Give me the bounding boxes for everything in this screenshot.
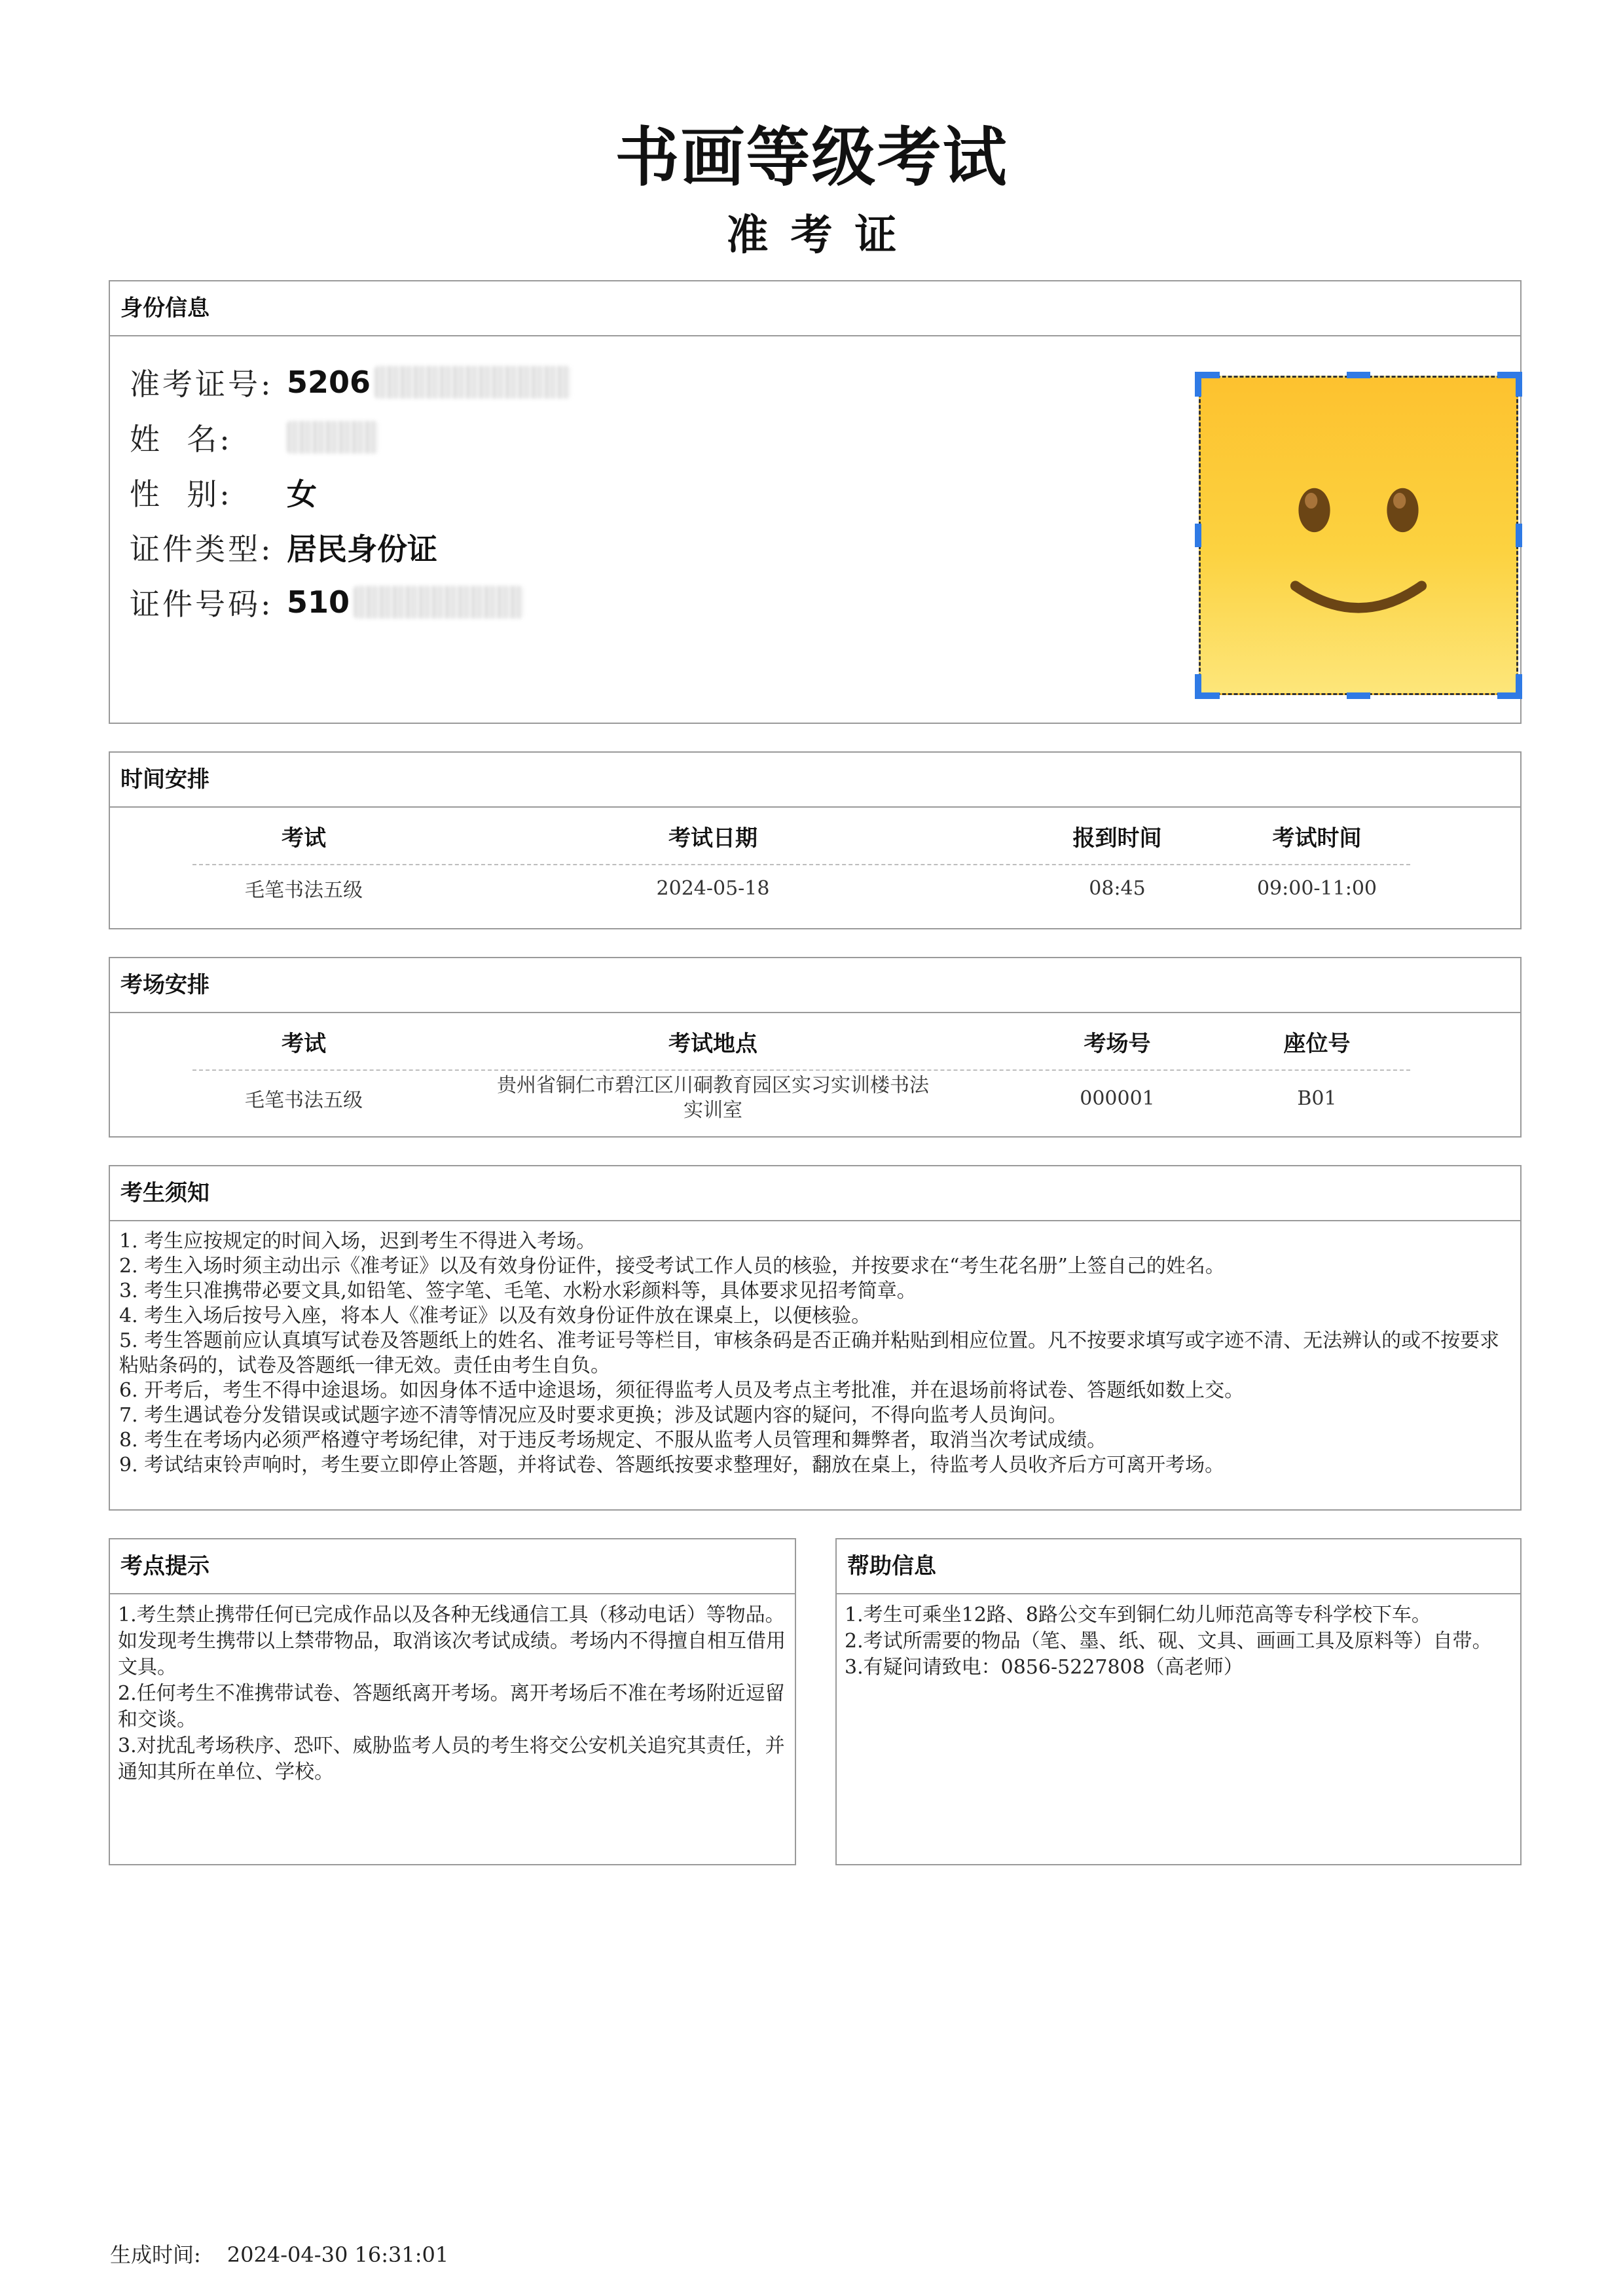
help-section [835, 1538, 1522, 1865]
exam-name-cell: 毛笔书法五级 [245, 879, 363, 902]
notice-list [110, 1221, 1520, 1478]
list-item: 5. 考生答题前应认真填写试卷及答题纸上的姓名、准考证号等栏目，审核条码是否正确并粘贴到相应位置。凡不按要求填写或字迹不清、无法辨认的或不按要求粘贴条码的，试卷及答题纸一律无效。责任由考生自负。 [119, 1329, 1500, 1377]
id-number-row [130, 575, 571, 630]
exam-id-value: 5206 [287, 365, 371, 400]
resize-handle[interactable] [1195, 524, 1201, 547]
name-label: 姓 名: [130, 422, 232, 457]
list-item: 8. 考生在考场内必须严格遵守考场纪律，对于违反考场规定、不服从监考人员管理和舞弊者，取消当次考试成绩。 [119, 1429, 1107, 1452]
schedule-section [109, 751, 1522, 929]
redaction-blur [374, 366, 571, 399]
list-item: 9. 考试结束铃声响时，考生要立即停止答题，并将试卷、答题纸按要求整理好，翻放在桌上，待监考人员收齐后方可离开考场。 [119, 1454, 1225, 1477]
id-number-value: 510 [287, 584, 350, 620]
column-header: 报到时间 [1072, 825, 1162, 852]
list-item: 2.任何考生不准携带试卷、答题纸离开考场。离开考场后不准在考场附近逗留和交谈。 [118, 1682, 785, 1731]
column-header: 考试地点 [668, 1030, 757, 1057]
exam-time-cell: 09:00-11:00 [1256, 876, 1377, 900]
gender-row [130, 465, 571, 520]
photo-frame[interactable] [1195, 372, 1522, 699]
help-list [837, 1594, 1520, 1681]
generated-time-label: 生成时间: [110, 2242, 201, 2267]
id-type-label: 证件类型: [130, 531, 274, 567]
list-item: 6. 开考后，考生不得中途退场。如因身体不适中途退场，须征得监考人员及考点主考批准，并在退场前将试卷、答题纸如数上交。 [119, 1379, 1245, 1402]
resize-handle[interactable] [1195, 372, 1201, 397]
redaction-blur [287, 421, 378, 454]
table-row [192, 865, 1410, 911]
gender-value: 女 [287, 476, 317, 512]
schedule-table-header [192, 808, 1410, 865]
column-header: 座位号 [1283, 1030, 1351, 1057]
list-item: 1. 考生应按规定的时间入场，迟到考生不得进入考场。 [119, 1230, 596, 1253]
resize-handle[interactable] [1516, 524, 1522, 547]
identity-fields [130, 355, 571, 630]
column-header: 考试日期 [668, 825, 757, 852]
help-section-title: 帮助信息 [837, 1539, 1520, 1594]
smiley-face-icon [1199, 376, 1518, 695]
resize-handle[interactable] [1516, 674, 1522, 699]
generated-time-value: 2024-04-30 16:31:01 [227, 2242, 449, 2267]
id-type-value: 居民身份证 [287, 531, 437, 567]
list-item: 2.考试所需要的物品（笔、墨、纸、砚、文具、画画工具及原料等）自带。 [845, 1630, 1492, 1653]
column-header: 考试时间 [1272, 825, 1362, 852]
tips-section-title: 考点提示 [110, 1539, 795, 1594]
resize-handle[interactable] [1347, 372, 1370, 378]
column-header: 考场号 [1084, 1030, 1151, 1057]
notice-section [109, 1165, 1522, 1511]
exam-location-text: 贵州省铜仁市碧江区川硐教育园区实习实训楼书法实训室 [497, 1074, 929, 1122]
notice-section-title: 考生须知 [110, 1166, 1520, 1221]
resize-handle[interactable] [1516, 372, 1522, 397]
list-item: 7. 考生遇试卷分发错误或试题字迹不清等情况应及时要求更换；涉及试题内容的疑问，不得向监考人员询问。 [119, 1404, 1068, 1427]
column-header: 考试 [282, 825, 326, 852]
id-type-row [130, 520, 571, 575]
resize-handle[interactable] [1195, 674, 1201, 699]
list-item: 1.考生可乘坐12路、8路公交车到铜仁幼儿师范高等专科学校下车。 [845, 1604, 1431, 1626]
list-item: 1.考生禁止携带任何已完成作品以及各种无线通信工具（移动电话）等物品。如发现考生携带以上禁带物品，取消该次考试成绩。考场内不得擅自相互借用文具。 [118, 1604, 786, 1679]
list-item: 2. 考生入场时须主动出示《准考证》以及有效身份证件，接受考试工作人员的核验，并按要求在“考生花名册”上签自己的姓名。 [119, 1255, 1225, 1278]
resize-handle[interactable] [1347, 692, 1370, 699]
identity-section-title: 身份信息 [110, 281, 1520, 336]
tips-section [109, 1538, 796, 1865]
exam-id-row [130, 355, 571, 410]
list-item: 3.对扰乱考场秩序、恐吓、威胁监考人员的考生将交公安机关追究其责任，并通知其所在单位、学校。 [118, 1734, 785, 1784]
exam-date-cell: 2024-05-18 [656, 876, 770, 900]
page-title: 书画等级考试 [615, 120, 1008, 195]
venue-section-title: 考场安排 [110, 958, 1520, 1013]
list-item: 3. 考生只准携带必要文具,如铅笔、签字笔、毛笔、水粉水彩颜料等，具体要求见招考简章。 [119, 1280, 917, 1302]
redaction-blur [354, 586, 524, 619]
list-item: 3.有疑问请致电：0856-5227808（高老师） [845, 1656, 1243, 1679]
name-row [130, 410, 571, 465]
list-item: 4. 考生入场后按号入座，将本人《准考证》以及有效身份证件放在课桌上，以便核验。 [119, 1304, 871, 1327]
column-header: 考试 [282, 1030, 326, 1057]
seat-number-cell: B01 [1297, 1086, 1337, 1110]
id-number-label: 证件号码: [130, 586, 274, 622]
identity-section [109, 280, 1522, 724]
venue-section [109, 957, 1522, 1138]
schedule-section-title: 时间安排 [110, 753, 1520, 808]
exam-location-cell [415, 1071, 1011, 1126]
venue-table-header [192, 1013, 1410, 1071]
checkin-time-cell: 08:45 [1089, 876, 1146, 900]
exam-name-cell: 毛笔书法五级 [245, 1089, 363, 1112]
gender-label: 性 别: [130, 476, 232, 512]
page-subtitle: 准考证 [726, 211, 919, 260]
room-number-cell: 000001 [1080, 1086, 1155, 1110]
exam-id-label: 准考证号: [130, 367, 274, 402]
tips-list [110, 1594, 795, 1785]
table-row [192, 1071, 1410, 1126]
generated-time [110, 2238, 475, 2269]
